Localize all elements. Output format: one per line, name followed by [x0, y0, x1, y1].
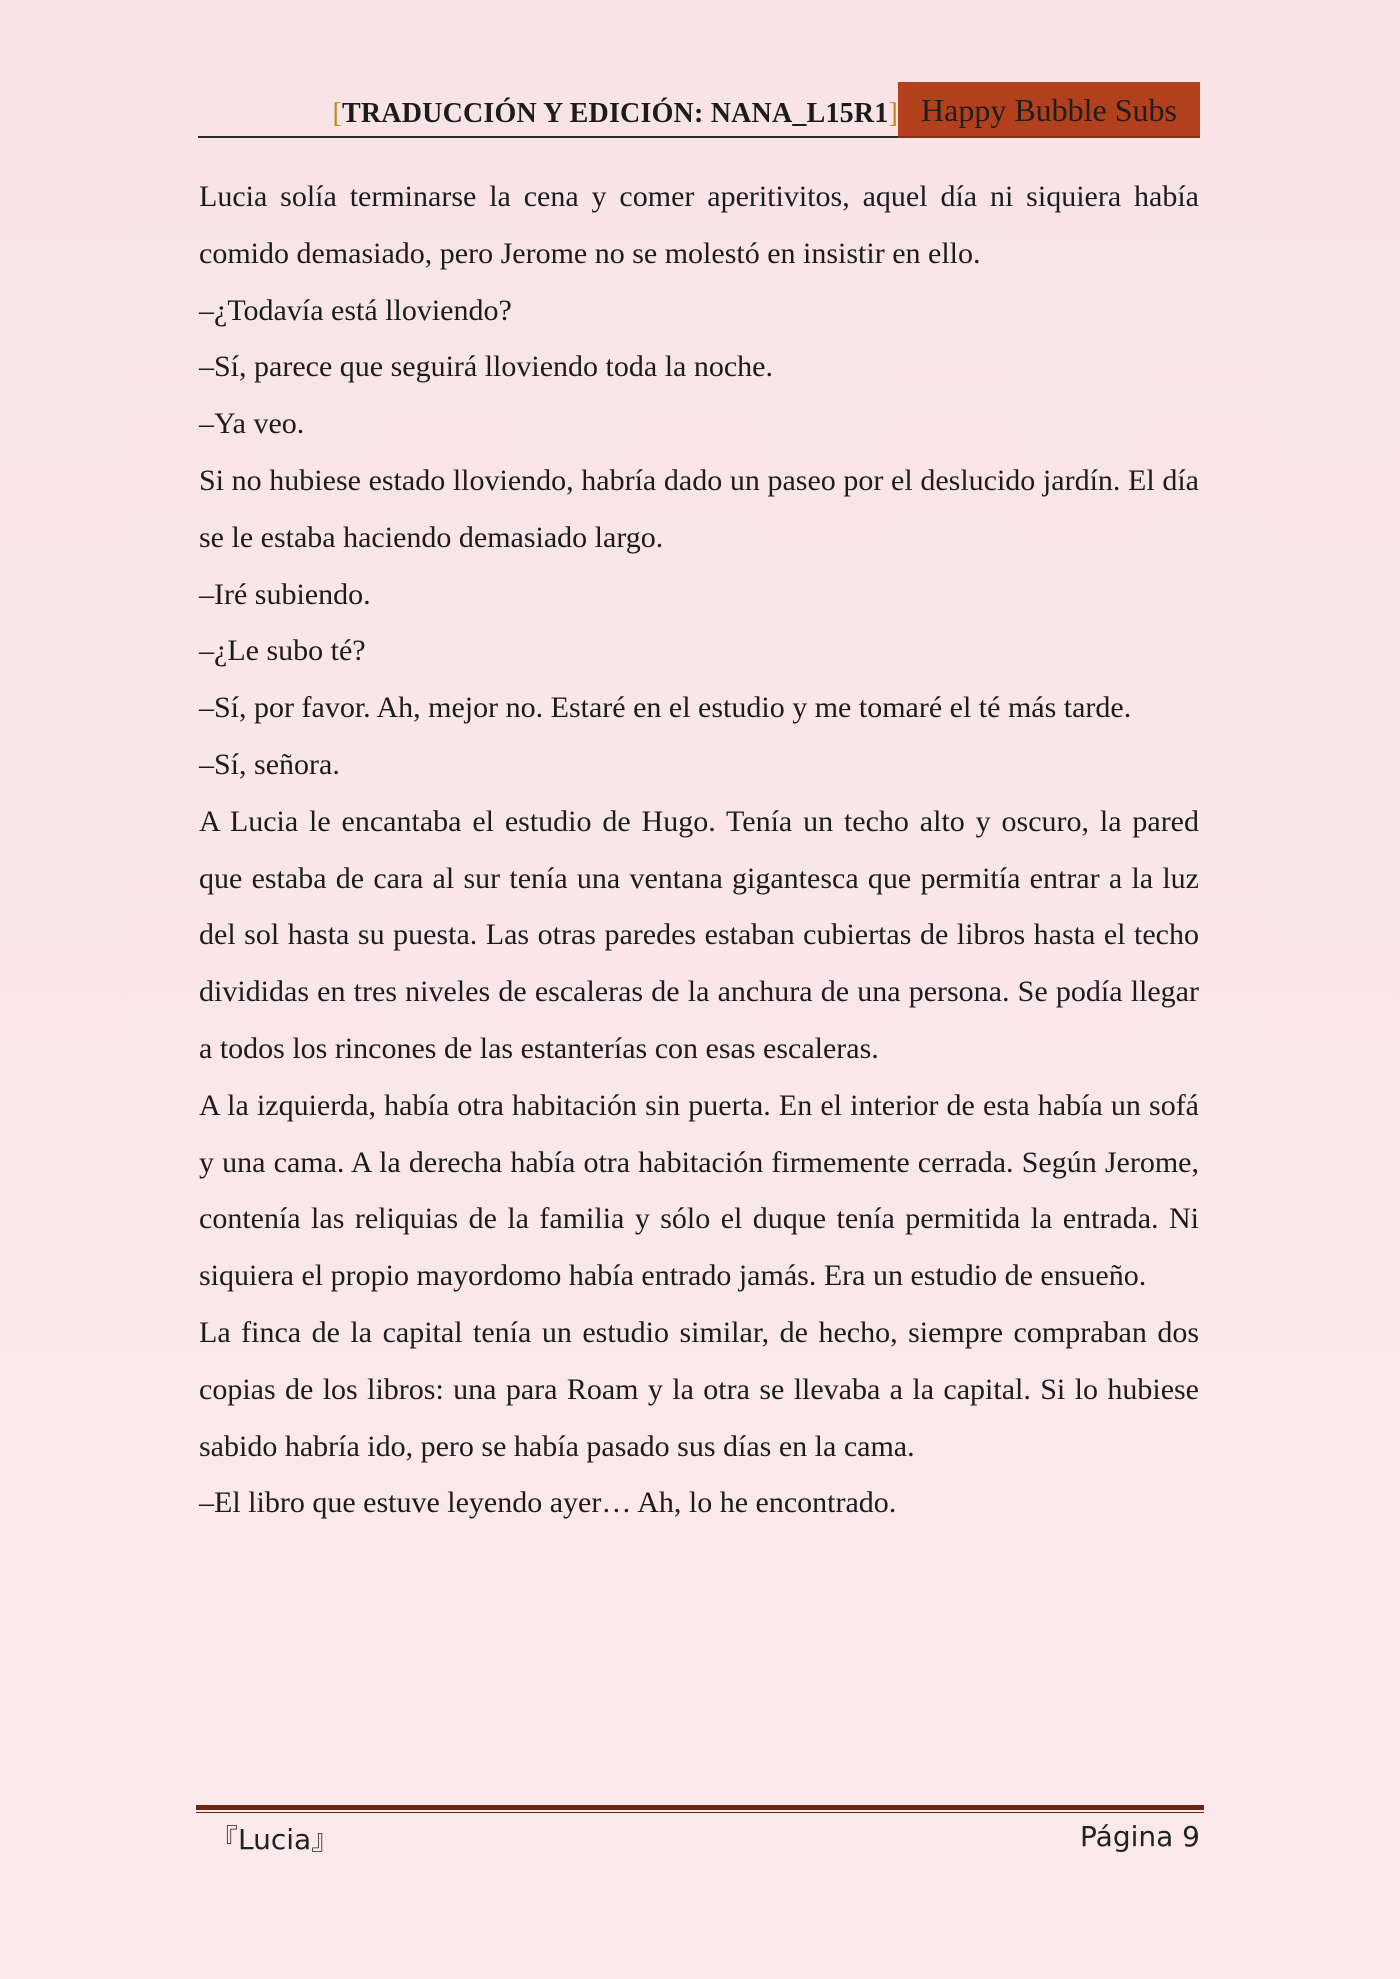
- paragraph: –Sí, parece que seguirá lloviendo toda la noche.: [199, 350, 773, 384]
- paragraph: Si no hubiese estado lloviendo, habría dado un paseo por el deslucido jardín. El día se le estaba haciendo demasiado largo.: [199, 463, 1199, 554]
- footer-rule-thin: [196, 1812, 1204, 1813]
- paragraph: A la izquierda, había otra habitación sin puerta. En el interior de esta había un sofá y una cama. A la derecha había otra habitación firmemente cerrada. Según Jerome, contenía las reliquias de la familia y sólo el duque tenía permitida la entrada. Ni siquiera el propio mayordomo había entrado jamás. Era un estudio de ensueño.: [199, 1088, 1199, 1293]
- header-translation-credit: [332, 98, 898, 130]
- paragraph: A Lucia le encantaba el estudio de Hugo. Tenía un techo alto y oscuro, la pared que estaba de cara al sur tenía una ventana gigantesca que permitía entrar a la luz del sol hasta su puesta. Las otras paredes estaban cubiertas de libros hasta el techo divididas en tres niveles de escaleras de la anchura de una persona. Se podía llegar a todos los rincones de las estanterías con esas escaleras.: [199, 804, 1199, 1065]
- paragraph: –Sí, por favor. Ah, mejor no. Estaré en el estudio y me tomaré el té más tarde.: [199, 691, 1132, 725]
- paragraph: –¿Todavía está lloviendo?: [199, 293, 512, 327]
- page-body: [199, 169, 1199, 1532]
- paragraph: Lucia solía terminarse la cena y comer aperitivitos, aquel día ni siquiera había comido demasiado, pero Jerome no se molestó en insistir en ello.: [199, 180, 1199, 270]
- header-rule: [198, 136, 898, 138]
- paragraph: –Ya veo.: [199, 407, 305, 441]
- paragraph: –¿Le subo té?: [199, 634, 366, 668]
- paragraph: La finca de la capital tenía un estudio similar, de hecho, siempre compraban dos copias de los libros: una para Roam y la otra se llevaba a la capital. Si lo hubiese sabido habría ido, pero se había pasado sus días en la cama.: [199, 1315, 1199, 1463]
- paragraph: –Sí, señora.: [199, 747, 340, 781]
- paragraph: –El libro que estuve leyendo ayer… Ah, lo he encontrado.: [199, 1486, 897, 1520]
- header-bracket-close: ]: [888, 98, 898, 129]
- footer-book-title: 『Lucia』: [210, 1823, 340, 1856]
- paragraph: –Iré subiendo.: [199, 577, 371, 611]
- page-header: [198, 82, 1200, 138]
- header-bracket-open: [: [332, 98, 343, 129]
- footer-rule: [196, 1805, 1204, 1810]
- footer-page-number: Página 9: [1080, 1820, 1200, 1853]
- header-title: TRADUCCIÓN Y EDICIÓN: NANA_L15R1: [342, 98, 889, 129]
- header-badge: Happy Bubble Subs: [898, 82, 1200, 138]
